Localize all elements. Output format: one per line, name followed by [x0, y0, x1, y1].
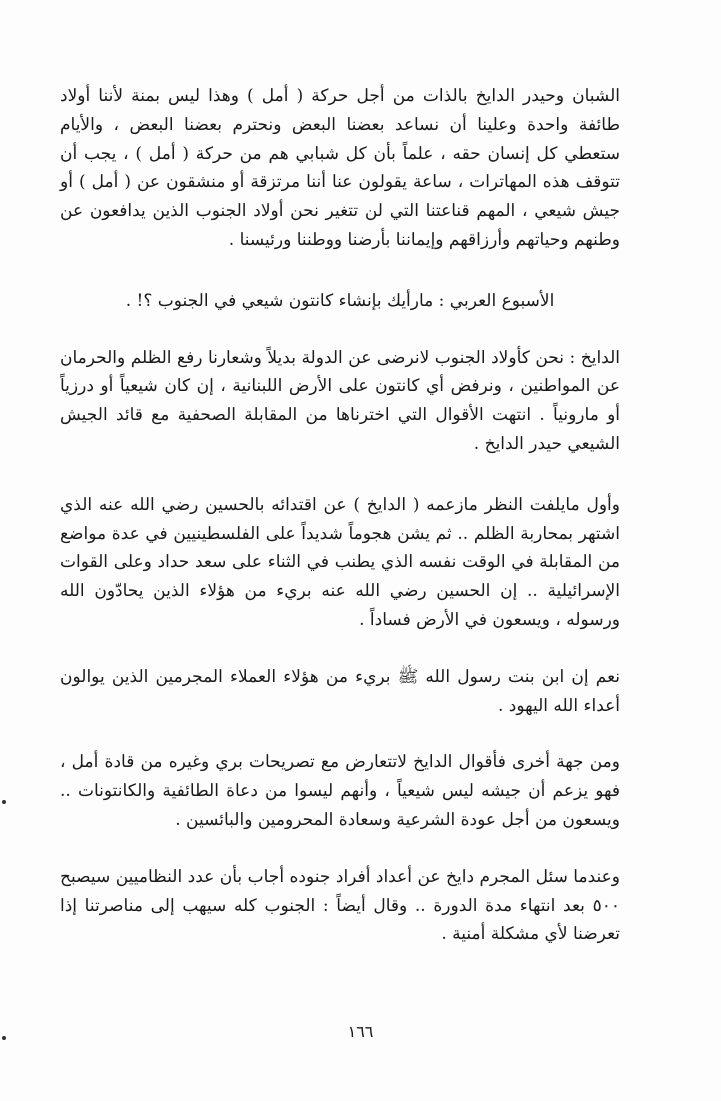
- paragraph-4: وأول مايلفت النظر مازعمه ( الدايخ ) عن اقتدائه بالحسين رضي الله عنه الذي اشتهر بمحاربة الظلم .. ثم يشن هجوماً شديداً على الفلسطينيين في عدة مواضع من المقابلة في الوقت نفسه الذي يطنب في الثناء على سعد حداد وعلى القوات الإسرائيلية .. إن الحسين رضي الله عنه بريء من هؤلاء الذين يحادّون الله ورسوله ، ويسعون في الأرض فساداً .: [60, 494, 620, 630]
- paragraph-3: الدايخ : نحن كأولاد الجنوب لانرضى عن الدولة بديلاً وشعارنا رفع الظلم والحرمان عن المواطنين ، ونرفض أي كانتون على الأرض اللبنانية ، إن كان شيعياً أو درزياً أو مارونياً . انتهت الأقوال التي اخترناها من المقابلة الصحفية مع قائد الجيش الشيعي حيدر الدايخ .: [60, 347, 620, 454]
- paragraph-7: وعندما سئل المجرم دايخ عن أعداد أفراد جنوده أجاب بأن عدد النظاميين سيصبح ٥٠٠ بعد انتهاء مدة الدورة .. وقال أيضاً : الجنوب كله سيهب إلى مناصرتنا إذا تعرضنا لأي مشكلة أمنية .: [60, 866, 620, 945]
- paragraph-5: نعم إن ابن بنت رسول الله ﷺ بريء من هؤلاء العملاء المجرمين الذين يوالون أعداء الله اليهود .: [60, 666, 620, 716]
- paragraph-1: الشبان وحيدر الدايخ بالذات من أجل حركة ( أمل ) وهذا ليس بمنة لأننا أولاد طائفة واحدة وعلينا أن نساعد بعضنا البعض ونحترم بعضنا البعض ، والأيام ستعطي كل إنسان حقه ، علماً بأن كل شبابي هم من حركة ( أمل ) ، يجب أن تتوقف هذه المهاترات ، ساعة يقولون عنا أننا مرتزقة أو منشقون عن ( أمل ) أو جيش شيعي ، المهم قناعتنا التي لن تتغير نحن أولاد الجنوب الذين يدافعون عن وطنهم وحياتهم وأرزاقهم وإيماننا بأرضنا ووطننا ورئيسنا .: [60, 86, 620, 250]
- page-number: ١٦٦: [347, 1022, 374, 1041]
- paragraph-2-question: الأسبوع العربي : مارأيك بإنشاء كانتون شيعي في الجنوب ؟! .: [125, 290, 555, 311]
- page-body: [60, 82, 620, 949]
- margin-speck: [2, 800, 6, 804]
- paragraph-6: ومن جهة أخرى فأقوال الدايخ لاتتعارض مع تصريحات بري وغيره من قادة أمل ، فهو يزعم أن جيشه ليس شيعياً ، وأنهم ليسوا من دعاة الطائفية والكانتونات .. ويسعون من أجل عودة الشرعية وسعادة المحرومين والبائسين .: [60, 752, 620, 830]
- margin-speck: [2, 1036, 6, 1040]
